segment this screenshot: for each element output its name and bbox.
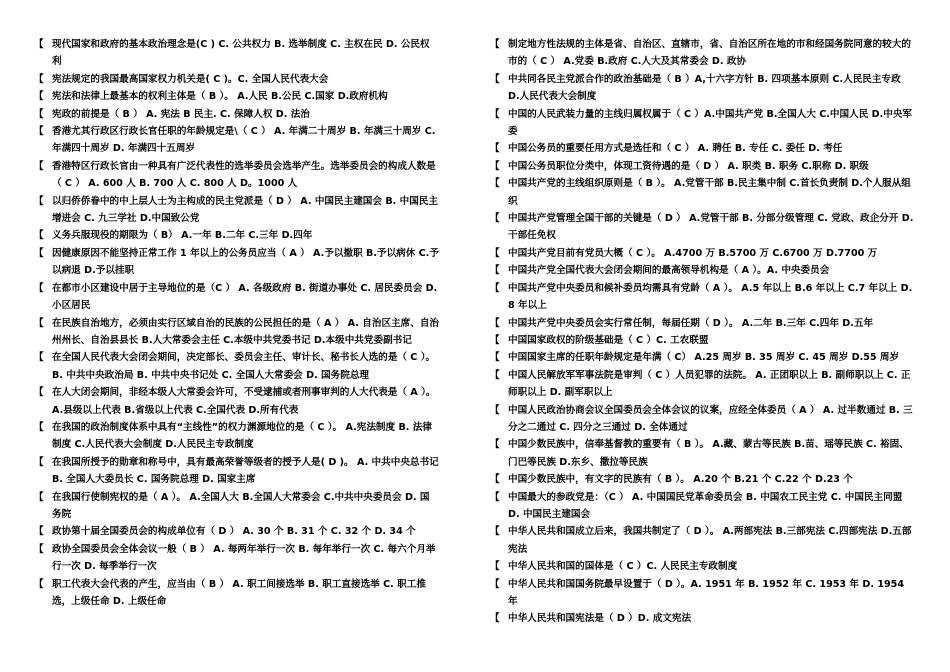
bracket-marker: 【 bbox=[34, 230, 44, 242]
question-item bbox=[490, 36, 915, 71]
left-column bbox=[34, 36, 439, 610]
question-text: 以归侨侨眷中的中上层人士为主构成的民主党派是（ D ） A. 中国民主建国会 B. 中国民主增进会 C. 九三学社 D.中国致公党 bbox=[52, 195, 438, 225]
question-text: 香港特区行政长官由一种具有广泛代表性的选举委员会选举产生。选举委员会的构成人数是（ C ） A. 600 人 B. 700 人 C. 800 人 D。1000 人 bbox=[52, 160, 436, 190]
question-item bbox=[34, 245, 439, 280]
question-text: 中国共产党目前有党员大概（ C ）。 A.4700 万 B.5700 万 C.6700 万 D.7700 万 bbox=[508, 247, 878, 259]
question-item bbox=[490, 610, 915, 627]
question-text: 职工代表大会代表的产生，应当由（ B ） A. 职工间接选举 B. 职工直接选举 C. 职工推选，上级任命 D. 上级任命 bbox=[52, 578, 426, 607]
question-text: 在都市小区建设中居于主导地位的是（C ） A. 各级政府 B. 街道办事处 C. 居民委员会 D. 小区居民 bbox=[52, 282, 438, 312]
question-text: 中华人民共和国宪法是（ D ）D. 成文宪法 bbox=[508, 613, 692, 625]
bracket-marker: 【 bbox=[490, 561, 500, 573]
question-text: 宪政的前提是（ B ） A. 宪法 B 民主. C. 保障人权 D. 法治 bbox=[52, 108, 310, 120]
question-text: 现代国家和政府的基本政治理念是(C ) C. 公共权力 B. 选举制度 C. 主权在民 D. 公民权利 bbox=[52, 39, 430, 68]
bracket-marker: 【 bbox=[34, 73, 44, 85]
question-item bbox=[34, 280, 439, 315]
question-item bbox=[490, 471, 915, 488]
bracket-marker: 【 bbox=[34, 543, 44, 555]
question-item bbox=[490, 140, 915, 157]
question-text: 在人大闭会期间，非经本级人大常委会许可，不受逮捕或者刑事审判的人大代表是（ A ）。A.县级以上代表 B.省级以上代表 C.全国代表 D.所有代表 bbox=[52, 387, 436, 416]
question-item bbox=[490, 523, 915, 558]
bracket-marker: 【 bbox=[490, 213, 500, 225]
bracket-marker: 【 bbox=[34, 160, 44, 172]
question-item bbox=[490, 315, 915, 332]
question-item bbox=[490, 245, 915, 262]
bracket-marker: 【 bbox=[490, 613, 500, 625]
question-item bbox=[34, 384, 439, 419]
question-text: 宪法规定的我国最高国家权力机关是( C )。C. 全国人民代表大会 bbox=[52, 73, 329, 85]
question-item bbox=[34, 106, 439, 123]
question-item bbox=[34, 576, 439, 611]
bracket-marker: 【 bbox=[490, 282, 500, 294]
right-column bbox=[490, 36, 915, 628]
question-text: 中共同各民主党派合作的政治基础是（ B ）A,十六字方针 B. 四项基本原则 C.人民民主专政 D.人民代表大会制度 bbox=[508, 73, 901, 103]
question-text: 在我国行使制宪权的是（ A ）。 A.全国人大 B.全国人大常委会 C.中共中央委员会 D. 国务院 bbox=[52, 491, 430, 520]
bracket-marker: 【 bbox=[490, 143, 500, 155]
bracket-marker: 【 bbox=[490, 73, 500, 85]
bracket-marker: 【 bbox=[490, 352, 500, 364]
question-item bbox=[490, 158, 915, 175]
bracket-marker: 【 bbox=[34, 247, 44, 259]
question-text: 中国人民解放军军事法院是审判（ C ）人员犯罪的法院。 A. 正团职以上 B. 副师职以上 C. 正师职以上 D. 副军职以上 bbox=[508, 369, 911, 399]
bracket-marker: 【 bbox=[490, 474, 500, 486]
question-text: 义务兵服现役的期限为（ B） A.一年 B.二年 C.三年 D.四年 bbox=[52, 230, 313, 242]
bracket-marker: 【 bbox=[490, 526, 500, 538]
question-text: 中国公务员的重要任用方式是选任和（ C ） A. 聘任 B. 专任 C. 委任 D. 考任 bbox=[508, 143, 843, 155]
question-text: 制定地方性法规的主体是省、自治区、直辖市，省、自治区所在地的市和经国务院同意的较大的市的（ C ） A.党委 B.政府 C.人大及其常委会 D. 政协 bbox=[508, 39, 911, 68]
question-item bbox=[490, 349, 915, 366]
question-text: 中华人民共和国成立后来，我国共制定了（ D ）。 A.两部宪法 B.三部宪法 C.四部宪法 D.五部宪法 bbox=[508, 526, 912, 555]
bracket-marker: 【 bbox=[34, 526, 44, 538]
question-item bbox=[490, 402, 915, 437]
bracket-marker: 【 bbox=[34, 421, 44, 433]
question-item bbox=[34, 36, 439, 71]
question-text: 中国的人民武装力量的主线归属权属于（ C ）A.中国共产党 B.全国人大 C.中国人民 D.中央军委 bbox=[508, 108, 913, 138]
bracket-marker: 【 bbox=[34, 317, 44, 329]
bracket-marker: 【 bbox=[490, 317, 500, 329]
question-text: 中国共产党全国代表大会闭会期间的最高领导机构是（ A ）。A. 中央委员会 bbox=[508, 265, 830, 277]
question-text: 因健康原因不能坚持正常工作 1 年以上的公务员应当（ A ） A.予以撤职 B.予以病休 C.予以病退 D.予以挂职 bbox=[52, 247, 439, 277]
question-text: 中国公务员职位分类中，体现工资待遇的是（ D ） A. 职类 B. 职务 C.职称 D. 职级 bbox=[508, 160, 869, 172]
question-item bbox=[490, 367, 915, 402]
question-item bbox=[34, 227, 439, 244]
question-text: 政协第十届全国委员会的构成单位有（ D ） A. 30 个 B. 31 个 C. 32 个 D. 34 个 bbox=[52, 526, 416, 538]
question-item bbox=[34, 88, 439, 105]
question-text: 中国人民政治协商会议全国委员会全体会议的议案，应经全体委员（ A ） A. 过半数通过 B. 三分之二通过 C. 四分之三通过 D. 全体通过 bbox=[508, 404, 913, 433]
bracket-marker: 【 bbox=[490, 491, 500, 503]
bracket-marker: 【 bbox=[34, 126, 44, 138]
question-item bbox=[34, 349, 439, 384]
question-item bbox=[34, 158, 439, 193]
bracket-marker: 【 bbox=[490, 439, 500, 451]
bracket-marker: 【 bbox=[490, 39, 500, 50]
question-item bbox=[34, 193, 439, 228]
question-text: 宪法和法律上最基本的权利主体是（ B ）。 A.人民 B.公民 C.国家 D.政府机构 bbox=[52, 91, 388, 103]
question-item bbox=[490, 576, 915, 611]
question-text: 中国国家政权的阶级基础是（ C ）C. 工农联盟 bbox=[508, 334, 709, 346]
question-text: 中国共产党管理全国干部的关键是（ D ） A.党管干部 B. 分部分级管理 C. 党政、政企分开 D. 干部任免权 bbox=[508, 213, 914, 242]
question-text: 中国共产党的主线组织原则是（ B ）。 A.党管干部 B.民主集中制 C.首长负责制 D.个人服从组织 bbox=[508, 178, 911, 207]
question-item bbox=[490, 71, 915, 106]
bracket-marker: 【 bbox=[34, 387, 44, 399]
question-text: 中国最大的参政党是：（C ） A. 中国国民党革命委员会 B. 中国农工民主党 C. 中国民主同盟 D. 中国民主建国会 bbox=[508, 491, 903, 520]
question-text: 中国国家主席的任职年龄规定是年满（ C） A.25 周岁 B. 35 周岁 C. 45 周岁 D.55 周岁 bbox=[508, 352, 900, 364]
bracket-marker: 【 bbox=[34, 456, 44, 468]
question-item bbox=[34, 454, 439, 489]
question-item bbox=[490, 436, 915, 471]
question-text: 中华人民共和国国务院最早设置于（ D ）。A. 1951 年 B. 1952 年 C. 1953 年 D. 1954 年 bbox=[508, 578, 905, 607]
question-item bbox=[490, 175, 915, 210]
question-text: 香港尤其行政区行政长官任职的年龄规定是\（ C ） A. 年满二十周岁 B. 年满三十周岁 C. 年满四十周岁 D. 年满四十五周岁 bbox=[52, 126, 436, 155]
question-text: 政协全国委员会全体会议一般（ B ） A. 每两年举行一次 B. 每年举行一次 C. 每六个月举行一次 D. 每季举行一次 bbox=[52, 543, 436, 573]
question-item bbox=[34, 489, 439, 524]
question-item bbox=[490, 332, 915, 349]
bracket-marker: 【 bbox=[490, 265, 500, 277]
question-item bbox=[34, 523, 439, 540]
question-text: 中国少数民族中，有文字的民族有（ B ）。 A.20 个 B.21 个 C.22 个 D.23 个 bbox=[508, 474, 853, 486]
bracket-marker: 【 bbox=[34, 578, 44, 590]
bracket-marker: 【 bbox=[34, 491, 44, 503]
bracket-marker: 【 bbox=[34, 282, 44, 294]
question-text: 在我国的政治制度体系中具有“主线性”的权力渊源地位的是（ C ）。 A.宪法制度 B. 法律制度 C.人民代表大会制度 D.人民民主专政制度 bbox=[52, 421, 432, 451]
bracket-marker: 【 bbox=[490, 334, 500, 346]
question-item bbox=[34, 315, 439, 350]
bracket-marker: 【 bbox=[34, 108, 44, 120]
bracket-marker: 【 bbox=[490, 108, 500, 120]
question-item bbox=[34, 71, 439, 88]
bracket-marker: 【 bbox=[490, 369, 500, 381]
bracket-marker: 【 bbox=[34, 352, 44, 364]
question-text: 中国少数民族中，信奉基督教的重要有（ B ）。 A.藏、蒙古等民族 B.苗、瑶等民族 C. 裕固、门巴等民族 D.东乡、撒拉等民族 bbox=[508, 439, 909, 468]
question-text: 在我国所授予的勋章和称号中，具有最高荣誉等级者的授予人是( D )。 A. 中共中央总书记 B. 全国人大委员长 C. 国务院总理 D. 国家主席 bbox=[52, 456, 439, 486]
question-item bbox=[34, 123, 439, 158]
question-text: 中华人民共和国的国体是（ C ）C. 人民民主专政制度 bbox=[508, 561, 738, 573]
bracket-marker: 【 bbox=[490, 404, 500, 416]
question-text: 在全国人民代表大会闭会期间，决定部长、委员会主任、审计长、秘书长人选的是（ C ）。B. 中共中央政治局 B. 中共中央书记处 C. 全国人大常委会 D. 国务院总理 bbox=[52, 352, 436, 381]
question-text: 中国共产党中央委员会实行常任制，每届任期（ D ）。 A.二年 B.三年 C.四年 D.五年 bbox=[508, 317, 874, 329]
bracket-marker: 【 bbox=[490, 178, 500, 190]
bracket-marker: 【 bbox=[34, 39, 44, 50]
bracket-marker: 【 bbox=[490, 160, 500, 172]
question-item bbox=[490, 210, 915, 245]
question-item bbox=[490, 558, 915, 575]
question-item bbox=[490, 262, 915, 279]
question-item bbox=[490, 280, 915, 315]
question-item bbox=[34, 419, 439, 454]
question-text: 在民族自治地方，必须由实行区域自治的民族的公民担任的是（ A ） A. 自治区主席、自治州州长、自治县县长 B.人大常委会主任 C.本级中共党委书记 D.本级中共党委副书记 bbox=[52, 317, 440, 346]
question-item bbox=[34, 541, 439, 576]
bracket-marker: 【 bbox=[34, 91, 44, 103]
question-item bbox=[490, 489, 915, 524]
bracket-marker: 【 bbox=[34, 195, 44, 207]
bracket-marker: 【 bbox=[490, 247, 500, 259]
question-text: 中国共产党中央委员和候补委员均需具有党龄（ A ）。 A.5 年以上 B.6 年以上 C.7 年以上 D.8 年以上 bbox=[508, 282, 913, 312]
bracket-marker: 【 bbox=[490, 578, 500, 590]
question-item bbox=[490, 106, 915, 141]
